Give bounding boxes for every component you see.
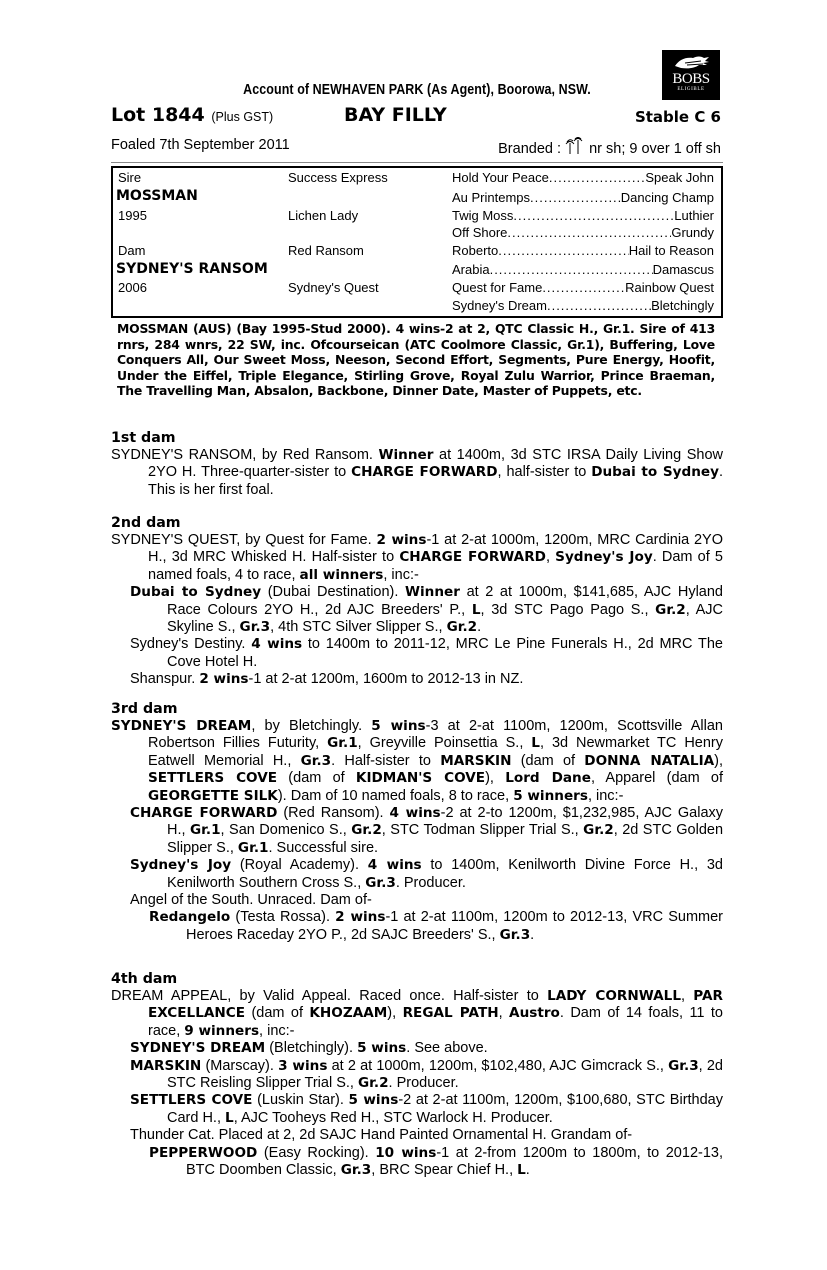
sire-dam: Lichen Lady: [288, 208, 359, 223]
gen3-row: [452, 225, 714, 240]
sire-year: 1995: [118, 208, 147, 223]
gen3-right: Hail to Reason: [628, 243, 714, 258]
gen3-left: Arabia: [452, 262, 490, 277]
leader-dots: [513, 208, 674, 223]
section-heading: 1st dam: [111, 430, 176, 446]
gen3-row: [452, 262, 714, 277]
pedigree-entry: Angel of the South. Unraced. Dam of-: [130, 892, 372, 909]
leader-dots: [490, 262, 653, 277]
pedigree-entry: Redangelo (Testa Rossa). 2 wins-1 at 2-at 1100m, 1200m to 2012-13, VRC Summer Heroes Raceday 2YO P., 2d SAJC Breeders' S., Gr.3.: [149, 909, 723, 943]
gen3-left: Off Shore: [452, 225, 508, 240]
vendor-account: Account of NEWHAVEN PARK (As Agent), Boorowa, NSW.: [243, 82, 591, 98]
section-body: [111, 447, 723, 499]
section-body: [111, 988, 723, 1179]
gen3-row: [452, 170, 714, 185]
section-heading: 4th dam: [111, 971, 178, 987]
brand-info: [498, 137, 721, 157]
gst-note: (Plus GST): [211, 110, 274, 124]
gen3-row: [452, 243, 714, 258]
leader-dots: [507, 225, 671, 240]
section-heading: 3rd dam: [111, 701, 178, 717]
gen3-right: Dancing Champ: [620, 190, 714, 205]
lot-header: [111, 104, 723, 128]
pedigree-entry: Sydney's Destiny. 4 wins to 1400m to 2011-12, MRC Le Pine Funerals H., 2d MRC The Cove Hotel H.: [130, 636, 723, 670]
gen3-right: Rainbow Quest: [625, 280, 714, 295]
pedigree-entry: SYDNEY'S DREAM (Bletchingly). 5 wins. See above.: [130, 1040, 488, 1057]
logo-subtitle: ELIGIBLE: [677, 87, 705, 92]
gen3-right: Damascus: [652, 262, 714, 277]
pedigree-entry: SYDNEY'S RANSOM, by Red Ransom. Winner at 1400m, 3d STC IRSA Daily Living Show 2YO H. Three-quarter-sister to CHARGE FORWARD, half-sister to Dubai to Sydney. This is her first foal.: [111, 447, 723, 498]
sire-summary: MOSSMAN (AUS) (Bay 1995-Stud 2000). 4 wins-2 at 2, QTC Classic H., Gr.1. Sire of 413 rnrs, 284 wnrs, 22 SW, inc. Ofcourseican (ATC Coolmore Classic, Gr.1), Buffering, Love Conquers All, Our Sweet Moss, Neeson, Second Effort, Segments, Pure Energy, Hoofit, Under the Eiffel, Triple Elegance, Stirling Grove, Royal Zulu Warrior, Prince Braeman, The Travelling Man, Absalon, Backbone, Dinner Date, Master of Puppets, etc.: [117, 321, 715, 399]
pedigree-entry: SETTLERS COVE (Luskin Star). 5 wins-2 at 2-at 1100m, 1200m, $100,680, STC Birthday Card H., L, AJC Tooheys Red H., STC Warlock H. Producer.: [130, 1092, 724, 1126]
dam-label: Dam: [118, 243, 146, 258]
gen3-right: Grundy: [671, 225, 714, 240]
gen3-left: Sydney's Dream: [452, 298, 547, 313]
gen3-row: [452, 280, 714, 295]
pedigree-entry: Sydney's Joy (Royal Academy). 4 wins to 1400m, Kenilworth Divine Force H., 3d Kenilworth Southern Cross S., Gr.3. Producer.: [130, 857, 723, 891]
gen3-right: Speak John: [645, 170, 714, 185]
gen3-row: [452, 298, 714, 313]
gen3-right: Bletchingly: [651, 298, 714, 313]
divider: [111, 162, 723, 163]
pedigree-entry: MARSKIN (Marscay). 3 wins at 2 at 1000m, 1200m, $102,480, AJC Gimcrack S., Gr.3, 2d STC Reisling Slipper Trial S., Gr.2. Producer.: [130, 1057, 723, 1092]
foaled-date: Foaled 7th September 2011: [111, 137, 290, 153]
pedigree-table: [111, 166, 723, 318]
gen3-left: Au Printemps: [452, 190, 531, 205]
pedigree-entry: SYDNEY'S DREAM, by Bletchingly. 5 wins-3 at 2-at 1100m, 1200m, Scottsville Allan Robertson Fillies Futurity, Gr.1, Greyville Poinsettia S., L, 3d Newmarket TC Henry Eatwell Memorial H., Gr.3. Half-sister to MARSKIN (dam of DONNA NATALIA), SETTLERS COVE (dam of KIDMAN'S COVE), Lord Dane, Apparel (dam of GEORGETTE SILK). Dam of 10 named foals, 8 to race, 5 winners, inc:-: [111, 718, 724, 804]
leader-dots: [530, 190, 621, 205]
pedigree-entry: SYDNEY'S QUEST, by Quest for Fame. 2 wins-1 at 2-at 1000m, 1200m, MRC Cardinia 2YO H., 3d MRC Whisked H. Half-sister to CHARGE FORWARD, Sydney's Joy. Dam of 5 named foals, 4 to race, all winners, inc:-: [111, 532, 723, 583]
dam-year: 2006: [118, 280, 147, 295]
stable-location: Stable C 6: [634, 108, 721, 126]
sire-label: Sire: [118, 170, 142, 185]
dam-name: SYDNEY'S RANSOM: [116, 261, 268, 277]
third-dam-section: [111, 701, 723, 944]
pedigree-entry: CHARGE FORWARD (Red Ransom). 4 wins-2 at 2-to 1200m, $1,232,985, AJC Galaxy H., Gr.1, San Domenico S., Gr.2, STC Todman Slipper Trial S., Gr.2, 2d STC Golden Slipper S., Gr.1. Successful sire.: [130, 805, 724, 856]
pedigree-entry: DREAM APPEAL, by Valid Appeal. Raced once. Half-sister to LADY CORNWALL, PAR EXCELLANCE (dam of KHOZAAM), REGAL PATH, Austro. Dam of 14 foals, 11 to race, 9 winners, inc:-: [111, 988, 724, 1039]
pedigree-entry: Dubai to Sydney (Dubai Destination). Winner at 2 at 1000m, $141,685, AJC Hyland Race Colours 2YO H., 2d AJC Breeders' P., L, 3d STC Pago Pago S., Gr.2, AJC Skyline S., Gr.3, 4th STC Silver Slipper S., Gr.2.: [130, 584, 724, 636]
section-heading: 2nd dam: [111, 515, 181, 531]
gen3-right: Luthier: [674, 208, 714, 223]
leader-dots: [547, 298, 651, 313]
dam-dam: Sydney's Quest: [288, 280, 379, 295]
gen3-left: Quest for Fame: [452, 280, 543, 295]
horse-description: BAY FILLY: [344, 104, 447, 126]
section-body: [111, 718, 723, 944]
sire-name: MOSSMAN: [116, 188, 198, 204]
second-dam-section: [111, 515, 723, 689]
palm-tree-brand-icon: [565, 137, 585, 155]
first-dam-section: [111, 430, 723, 499]
lot-label: Lot 1844: [111, 104, 205, 126]
leader-dots: [542, 280, 625, 295]
dam-sire: Red Ransom: [288, 243, 364, 258]
gen3-left: Twig Moss: [452, 208, 514, 223]
leader-dots: [498, 243, 628, 258]
sire-sire: Success Express: [288, 170, 388, 185]
gen3-row: [452, 190, 714, 205]
fourth-dam-section: [111, 971, 723, 1179]
gen3-left: Roberto: [452, 243, 499, 258]
logo-title: BOBS: [672, 71, 710, 87]
leader-dots: [549, 170, 645, 185]
lot-number: [111, 104, 273, 126]
section-body: [111, 532, 723, 689]
gen3-left: Hold Your Peace: [452, 170, 549, 185]
pedigree-entry: PEPPERWOOD (Easy Rocking). 10 wins-1 at 2-from 1200m to 1800m, to 2012-13, BTC Doomben Classic, Gr.3, BRC Spear Chief H., L.: [149, 1144, 723, 1179]
gen3-row: [452, 208, 714, 223]
branded-label: Branded :: [498, 141, 562, 157]
brand-description: nr sh; 9 over 1 off sh: [589, 141, 721, 157]
horse-head-icon: [671, 54, 711, 72]
pedigree-entry: Shanspur. 2 wins-1 at 2-at 1200m, 1600m to 2012-13 in NZ.: [130, 671, 524, 688]
pedigree-entry: Thunder Cat. Placed at 2, 2d SAJC Hand Painted Ornamental H. Grandam of-: [130, 1127, 633, 1144]
